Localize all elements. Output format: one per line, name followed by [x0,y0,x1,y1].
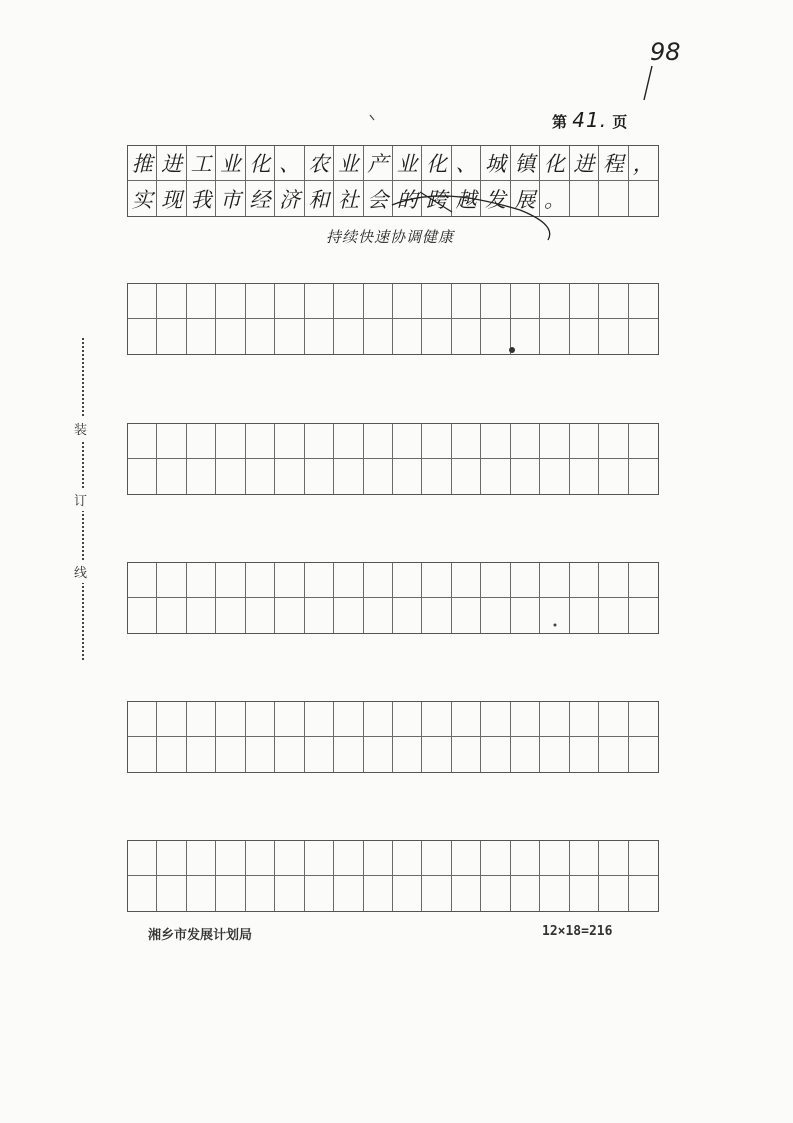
grid-cell [452,841,481,876]
grid-cell [629,319,658,354]
grid-cell [334,319,363,354]
grid-cell [305,876,334,911]
grid-cell [599,598,628,633]
grid-cell [364,702,393,737]
grid-cell: 会 [364,181,393,216]
grid-cell [305,841,334,876]
grid-cell [452,459,481,494]
grid-cell [452,424,481,459]
grid-cell [422,702,451,737]
grid-cell: 跨 [422,181,451,216]
grid-spec: 12×18=216 [542,924,613,939]
grid-cell [452,702,481,737]
grid-cell [570,563,599,598]
grid-cell [540,319,569,354]
grid-cell [157,737,186,772]
grid-cell [570,319,599,354]
grid-cell [275,598,304,633]
grid-cell: 社 [334,181,363,216]
grid-cell [422,876,451,911]
page-label-prefix: 第 [552,113,568,131]
grid-cell [187,598,216,633]
grid-cell [481,702,510,737]
grid-cell [128,424,157,459]
grid-cell [422,598,451,633]
grid-cell [511,563,540,598]
grid-cell [481,459,510,494]
grid-cell [364,598,393,633]
grid-cell [540,876,569,911]
page-number [552,108,627,132]
grid-cell [275,876,304,911]
grid-cell [275,459,304,494]
grid-cell [570,459,599,494]
grid-cell [452,737,481,772]
grid-cell [364,563,393,598]
grid-cell: 济 [275,181,304,216]
grid-cell [481,563,510,598]
grid-cell [570,181,599,216]
grid-cell [275,737,304,772]
grid-cell [305,459,334,494]
grid-cell [511,284,540,319]
grid-cell [364,319,393,354]
grid-row-5 [127,701,659,773]
grid-cell [246,598,275,633]
grid-cell [128,737,157,772]
grid-cell [157,841,186,876]
grid-cell [570,876,599,911]
grid-cell [511,876,540,911]
grid-cell [128,841,157,876]
grid-cell [305,319,334,354]
grid-cell [422,459,451,494]
grid-cell [334,598,363,633]
grid-cell [511,737,540,772]
binding-char-1: 装 [74,417,87,440]
grid-cell [393,459,422,494]
grid-cell: 越 [452,181,481,216]
grid-cell [157,702,186,737]
grid-cell [599,737,628,772]
grid-cell [128,319,157,354]
grid-cell [481,737,510,772]
grid-cell [452,598,481,633]
grid-cell [540,424,569,459]
grid-cell [599,563,628,598]
grid-cell [481,424,510,459]
grid-cell [629,181,658,216]
corner-number-text: 98 [650,38,681,66]
grid-cell [246,841,275,876]
grid-cell [599,876,628,911]
grid-cell [364,284,393,319]
grid-cell [629,284,658,319]
grid-cell [599,284,628,319]
grid-cell [187,459,216,494]
grid-cell [481,841,510,876]
grid-cell [511,702,540,737]
grid-cell [540,598,569,633]
grid-cell [216,424,245,459]
grid-cell [128,563,157,598]
grid-cell [334,737,363,772]
grid-cell [334,459,363,494]
grid-cell [599,459,628,494]
grid-cell [334,876,363,911]
grid-cell [157,598,186,633]
grid-cell [393,841,422,876]
grid-cell [246,876,275,911]
grid-cell [511,841,540,876]
grid-cell: 镇 [511,146,540,181]
grid-cell [157,424,186,459]
grid-cell: 业 [334,146,363,181]
grid-cell [334,841,363,876]
grid-cell [275,424,304,459]
grid-cell [422,319,451,354]
grid-cell [511,459,540,494]
grid-cell [393,737,422,772]
grid-cell [187,563,216,598]
grid-cell [157,284,186,319]
grid-cell [157,876,186,911]
grid-cell [246,563,275,598]
grid-cell [275,563,304,598]
grid-cell [481,598,510,633]
grid-cell [246,702,275,737]
grid-cell [629,876,658,911]
grid-cell [540,737,569,772]
grid-cell [187,284,216,319]
grid-cell: 工 [187,146,216,181]
grid-cell [570,841,599,876]
grid-cell: 的 [393,181,422,216]
grid-cell [216,319,245,354]
stray-mark [370,115,374,120]
grid-cell [187,841,216,876]
grid-cell [393,702,422,737]
grid-cell [422,424,451,459]
grid-cell [629,737,658,772]
grid-cell [540,284,569,319]
grid-cell [393,424,422,459]
grid-cell [422,284,451,319]
grid-row-3 [127,423,659,495]
corner-handwritten-number [640,36,680,106]
grid-cell [393,598,422,633]
binding-char-3: 线 [74,560,87,583]
grid-cell [364,737,393,772]
grid-cell: 程 [599,146,628,181]
grid-cell: 。 [540,181,569,216]
grid-cell [452,876,481,911]
publisher-name: 湘乡市发展计划局 [148,928,253,943]
grid-cell: 进 [570,146,599,181]
grid-cell [246,319,275,354]
grid-cell [246,424,275,459]
grid-cell: 和 [305,181,334,216]
grid-cell [216,737,245,772]
grid-cell: 经 [246,181,275,216]
grid-cell [216,702,245,737]
grid-cell [187,319,216,354]
grid-cell [128,459,157,494]
grid-cell [481,876,510,911]
grid-row-6 [127,840,659,912]
grid-cell [364,841,393,876]
grid-cell: ， [629,146,658,181]
grid-cell [334,563,363,598]
grid-cell [393,319,422,354]
grid-cell [570,284,599,319]
grid-cell [187,737,216,772]
grid-cell [540,702,569,737]
grid-row-4 [127,562,659,634]
grid-cell [246,284,275,319]
grid-cell [246,459,275,494]
grid-cell [393,284,422,319]
grid-cell [216,284,245,319]
handwritten-insertion: 持续快速协调健康 [326,228,455,246]
grid-cell [629,459,658,494]
grid-cell [599,841,628,876]
grid-cell: 我 [187,181,216,216]
grid-cell [275,841,304,876]
grid-cell [128,598,157,633]
grid-cell [216,841,245,876]
grid-cell: 推 [128,146,157,181]
grid-cell [629,424,658,459]
grid-cell: 化 [422,146,451,181]
grid-cell: 化 [540,146,569,181]
grid-cell [305,284,334,319]
grid-cell: 农 [305,146,334,181]
grid-cell [599,702,628,737]
grid-cell [570,737,599,772]
grid-cell [305,702,334,737]
grid-cell [305,424,334,459]
grid-cell: 实 [128,181,157,216]
grid-cell [511,319,540,354]
grid-cell [157,563,186,598]
grid-cell [629,841,658,876]
grid-cell [570,702,599,737]
grid-cell [275,319,304,354]
grid-row-1 [127,145,659,217]
grid-cell [364,876,393,911]
grid-cell [334,284,363,319]
grid-cell [629,702,658,737]
grid-cell [128,876,157,911]
grid-cell [364,424,393,459]
grid-cell [540,563,569,598]
grid-cell [422,841,451,876]
grid-cell [187,424,216,459]
grid-cell [216,598,245,633]
grid-cell [187,876,216,911]
grid-cell: 市 [216,181,245,216]
corner-stroke [640,36,680,106]
grid-cell [157,459,186,494]
grid-cell [305,737,334,772]
grid-cell [570,598,599,633]
grid-cell [364,459,393,494]
grid-cell [246,737,275,772]
grid-cell [599,424,628,459]
grid-cell [422,563,451,598]
page-label-suffix: 页 [612,113,628,131]
grid-cell: 展 [511,181,540,216]
grid-cell [422,737,451,772]
grid-cell [511,598,540,633]
grid-cell [629,563,658,598]
grid-cell [157,319,186,354]
grid-cell [334,702,363,737]
grid-cell: 产 [364,146,393,181]
grid-cell [570,424,599,459]
grid-cell [128,284,157,319]
grid-cell [452,319,481,354]
grid-cell [275,702,304,737]
grid-cell: 、 [452,146,481,181]
grid-cell: 业 [393,146,422,181]
page-number-value: 41. [572,108,608,132]
grid-cell [216,459,245,494]
grid-row-2 [127,283,659,355]
grid-cell [599,319,628,354]
grid-cell: 业 [216,146,245,181]
grid-cell [305,598,334,633]
grid-cell: 城 [481,146,510,181]
grid-cell [452,284,481,319]
grid-cell [599,181,628,216]
grid-cell [305,563,334,598]
grid-cell [216,876,245,911]
grid-cell: 现 [157,181,186,216]
grid-cell [393,876,422,911]
grid-cell: 进 [157,146,186,181]
grid-cell [540,459,569,494]
grid-cell [128,702,157,737]
grid-cell [481,284,510,319]
grid-cell [216,563,245,598]
grid-cell: 化 [246,146,275,181]
grid-cell [393,563,422,598]
grid-cell [334,424,363,459]
binding-char-2: 订 [74,488,87,511]
grid-cell [452,563,481,598]
grid-cell [187,702,216,737]
grid-cell [629,598,658,633]
grid-cell [481,319,510,354]
grid-cell [511,424,540,459]
grid-cell [275,284,304,319]
grid-cell [540,841,569,876]
grid-cell: 发 [481,181,510,216]
grid-cell: 、 [275,146,304,181]
